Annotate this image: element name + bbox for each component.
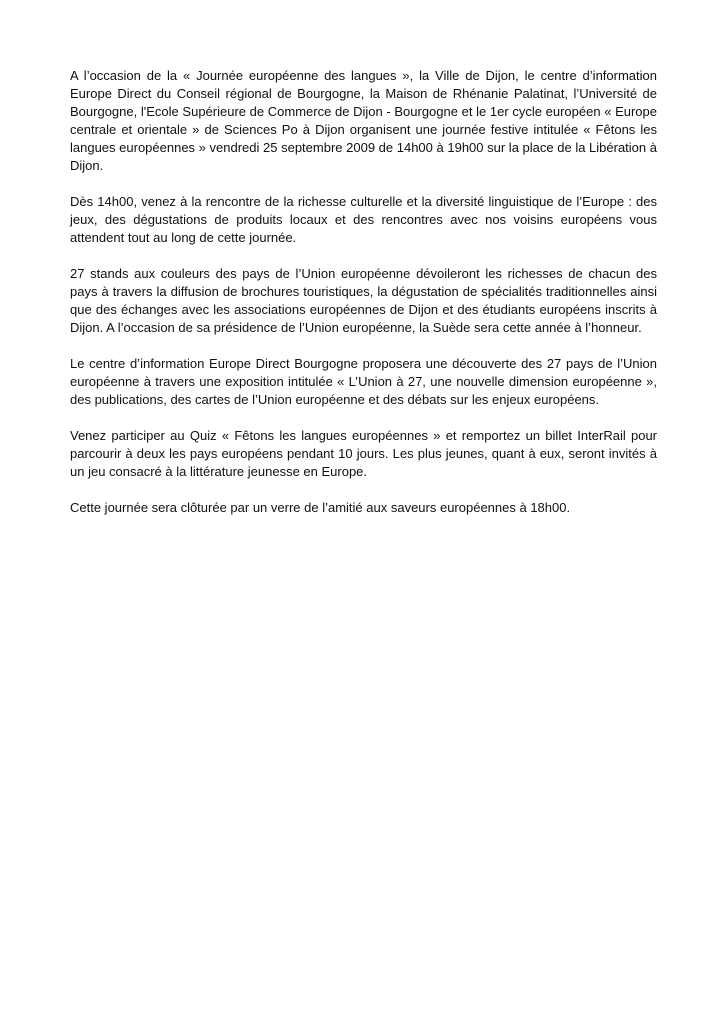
document-page (70, 67, 657, 535)
paragraph-intro: A l’occasion de la « Journée européenne des langues », la Ville de Dijon, le centre d’information Europe Direct du Conseil régional de Bourgogne, la Maison de Rhénanie Palatinat, l’Université de Bourgogne, l'Ecole Supérieure de Commerce de Dijon - Bourgogne et le 1er cycle européen « Europe centrale et orientale » de Sciences Po à Dijon organisent une journée festive intitulée « Fêtons les langues européennes » vendredi 25 septembre 2009 de 14h00 à 19h00 sur la place de la Libération à Dijon. (70, 68, 657, 173)
paragraph-stands: 27 stands aux couleurs des pays de l’Union européenne dévoileront les richesses de chacun des pays à travers la diffusion de brochures touristiques, la dégustation de spécialités traditionnelles ainsi que des échanges avec les associations européennes de Dijon et des étudiants européens inscrits à Dijon. A l’occasion de sa présidence de l’Union européenne, la Suède sera cette année à l’honneur. (70, 266, 657, 335)
paragraph-europe-direct: Le centre d’information Europe Direct Bourgogne proposera une découverte des 27 pays de l’Union européenne à travers une exposition intitulée « L’Union à 27, une nouvelle dimension européenne », des publications, des cartes de l’Union européenne et des débats sur les enjeux européens. (70, 356, 657, 407)
paragraph-closing: Cette journée sera clôturée par un verre de l’amitié aux saveurs européennes à 18h00. (70, 500, 571, 515)
paragraph-program: Dès 14h00, venez à la rencontre de la richesse culturelle et la diversité linguistique de l’Europe : des jeux, des dégustations de produits locaux et des rencontres avec nos voisins européens vous attendent tout au long de cette journée. (70, 194, 657, 245)
paragraph-quiz: Venez participer au Quiz « Fêtons les langues européennes » et remportez un billet InterRail pour parcourir à deux les pays européens pendant 10 jours. Les plus jeunes, quant à eux, seront invités à un jeu consacré à la littérature jeunesse en Europe. (70, 428, 657, 479)
